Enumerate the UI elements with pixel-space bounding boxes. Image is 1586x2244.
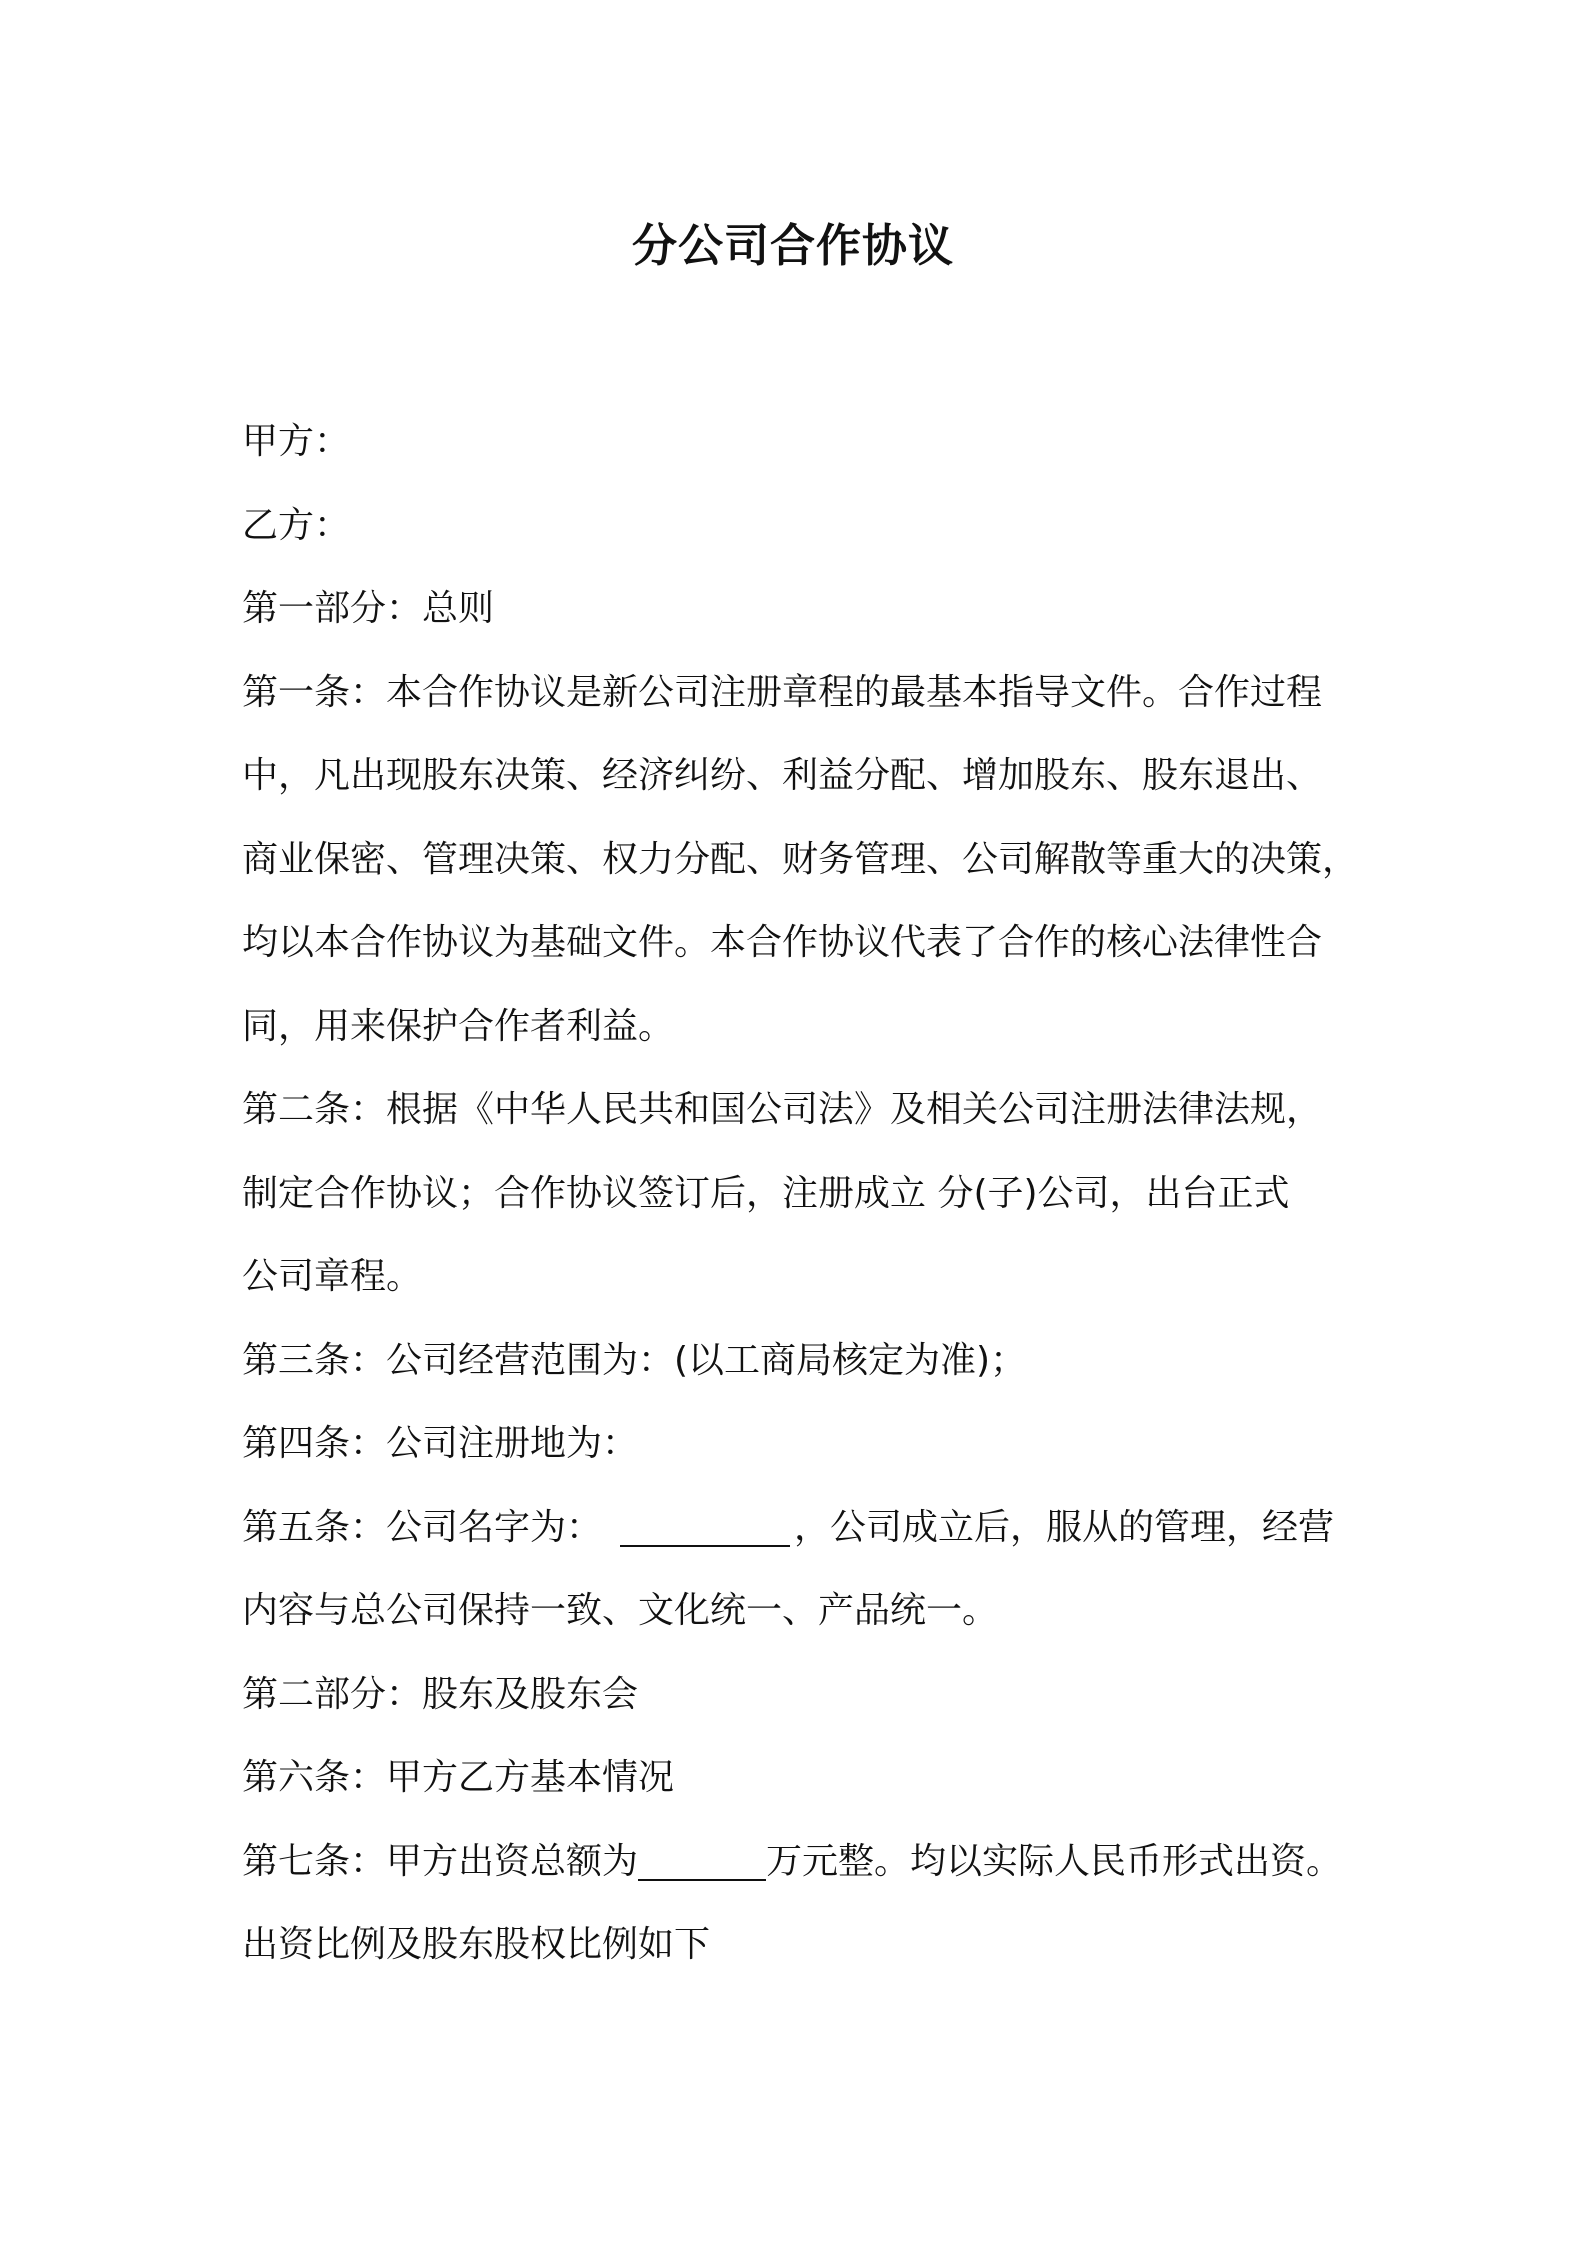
- article-7-prefix: 第七条：甲方出资总额为: [242, 1840, 639, 1882]
- article-7-suffix: 万元整。均以实际人民币形式出资。: [766, 1840, 1343, 1882]
- article-1-line-2: 中，凡出现股东决策、经济纠纷、利益分配、增加股东、股东退出、: [242, 755, 1323, 796]
- article-5-prefix: 第五条：公司名字为：: [242, 1506, 603, 1548]
- article-6: 第六条：甲方乙方基本情况: [242, 1757, 675, 1798]
- article-7-line-1: [242, 1820, 1362, 1904]
- article-2-line-3: 公司章程。: [242, 1256, 423, 1297]
- article-5-suffix: ，公司成立后，服从的管理，经营: [794, 1506, 1335, 1548]
- article-1-line-5: 同，用来保护合作者利益。: [242, 1005, 675, 1047]
- article-1-line-3: 商业保密、管理决策、权力分配、财务管理、公司解散等重大的决策，: [242, 838, 1359, 880]
- article-1-line-4: 均以本合作协议为基础文件。本合作协议代表了合作的核心法律性合: [242, 922, 1323, 963]
- article-5-line-2: 内容与总公司保持一致、文化统一、产品统一。: [242, 1590, 999, 1631]
- article-2-line-1: 第二条：根据《中华人民共和国公司法》及相关公司注册法律法规，: [242, 1089, 1323, 1130]
- part-one-heading: 第一部分：总则: [242, 588, 495, 629]
- investment-amount-blank: [638, 1835, 766, 1881]
- article-5-line-1: [242, 1486, 1362, 1570]
- document-body: [242, 400, 1362, 1987]
- company-name-blank: [620, 1501, 790, 1547]
- article-3: 第三条：公司经营范围为：(以工商局核定为准)；: [242, 1339, 1027, 1381]
- party-b-line: 乙方：: [242, 504, 351, 546]
- document-title: 分公司合作协议: [631, 219, 954, 272]
- party-a-line: 甲方：: [242, 421, 351, 462]
- part-two-heading: 第二部分：股东及股东会: [242, 1673, 639, 1715]
- article-2-line-2: 制定合作协议；合作协议签订后，注册成立 分(子)公司，出台正式: [242, 1172, 1290, 1214]
- article-7-line-2: 出资比例及股东股权比例如下: [242, 1924, 711, 1965]
- article-1-line-1: 第一条：本合作协议是新公司注册章程的最基本指导文件。合作过程: [242, 671, 1323, 713]
- article-4: 第四条：公司注册地为：: [242, 1423, 639, 1464]
